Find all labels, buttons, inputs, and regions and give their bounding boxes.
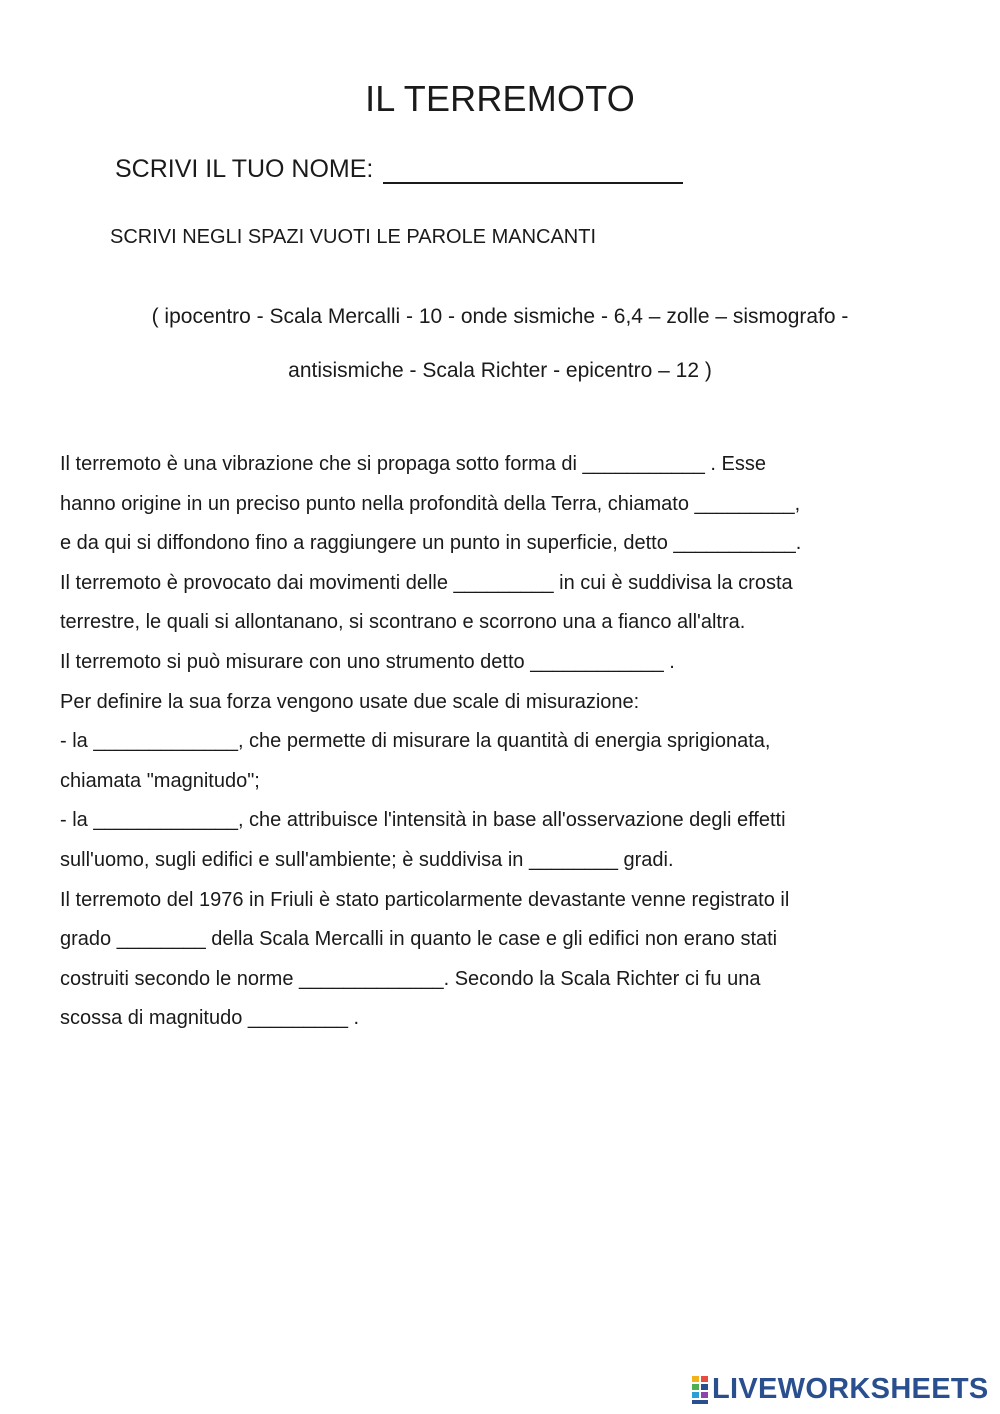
exercise-line: - la _____________, che permette di misurare la quantità di energia sprigionata, [60,730,771,753]
exercise-line: - la _____________, che attribuisce l'intensità in base all'osservazione degli effetti [60,809,786,832]
exercise-line: chiamata "magnitudo"; [60,769,260,792]
name-label: SCRIVI IL TUO NOME: [115,155,374,183]
exercise-line: e da qui si diffondono fino a raggiungere un punto in superficie, detto ___________. [60,532,802,555]
exercise-line: Il terremoto si può misurare con uno strumento detto ____________ . [60,650,675,673]
word-bank [0,290,1000,398]
exercise-line: Il terremoto è provocato dai movimenti delle _________ in cui è suddivisa la crosta [60,571,793,594]
name-input-line[interactable] [383,152,683,184]
word-bank-line-2: antisismiche - Scala Richter - epicentro – 12 ) [288,359,712,382]
exercise-text [60,445,960,1039]
exercise-line: Il terremoto del 1976 in Friuli è stato particolarmente devastante venne registrato il [60,888,790,911]
page-title: IL TERREMOTO [365,78,635,119]
liveworksheets-logo-icon [692,1376,708,1404]
exercise-line: Il terremoto è una vibrazione che si propaga sotto forma di ___________ . Esse [60,453,766,475]
exercise-line: Per definire la sua forza vengono usate due scale di misurazione: [60,690,640,713]
exercise-line: terrestre, le quali si allontanano, si scontrano e scorrono una a fianco all'altra. [60,611,746,634]
exercise-line: hanno origine in un preciso punto nella profondità della Terra, chiamato _________, [60,492,801,515]
name-row [115,152,683,184]
logo-text: LIVEWORKSHEETS [712,1373,989,1405]
exercise-line: costruiti secondo le norme _____________. Secondo la Scala Richter ci fu una [60,967,761,990]
exercise-line: sull'uomo, sugli edifici e sull'ambiente; è suddivisa in ________ gradi. [60,848,674,871]
instruction-text: SCRIVI NEGLI SPAZI VUOTI LE PAROLE MANCANTI [110,226,597,248]
exercise-line: scossa di magnitudo _________ . [60,1007,360,1030]
exercise-line: grado ________ della Scala Mercalli in quanto le case e gli edifici non erano stati [60,928,778,951]
word-bank-line-1: ( ipocentro - Scala Mercalli - 10 - onde sismiche - 6,4 – zolle – sismografo - [151,305,849,328]
liveworksheets-logo[interactable] [692,1373,989,1406]
